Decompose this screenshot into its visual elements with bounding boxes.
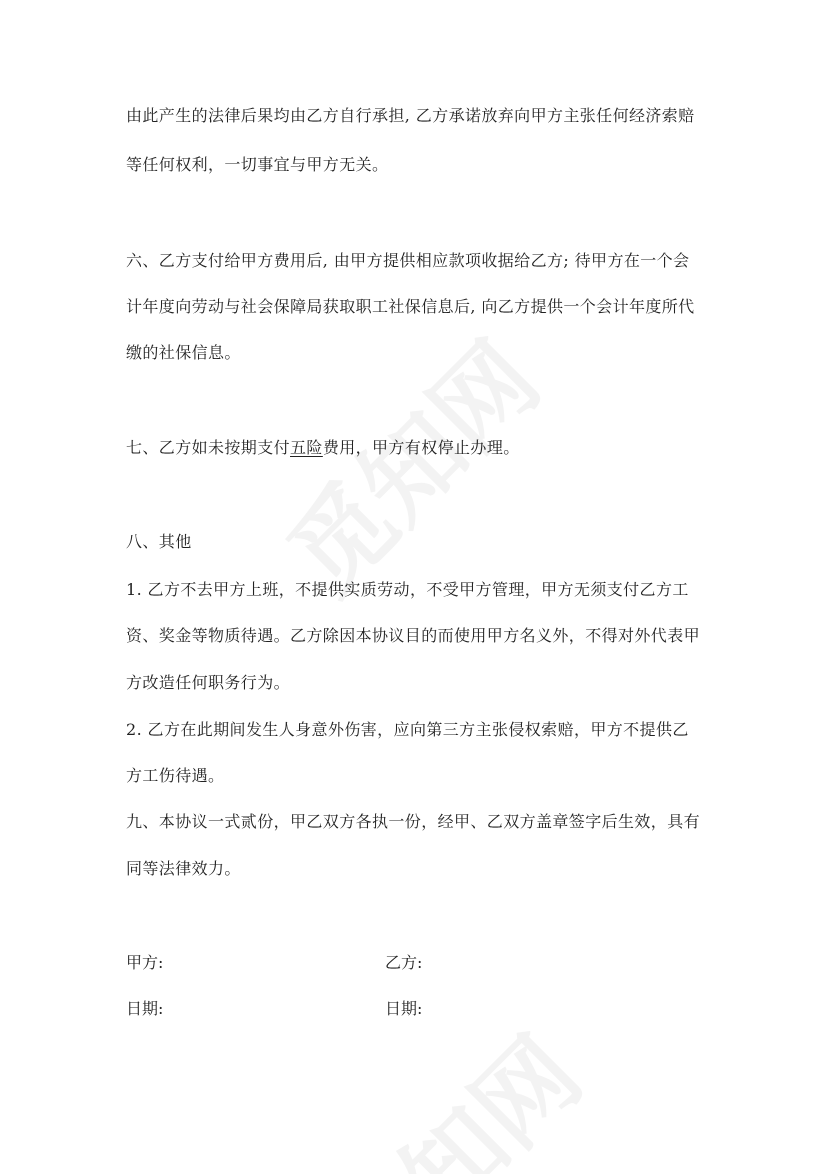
item8-clause1-line: 1. 乙方不去甲方上班，不提供实质劳动，不受甲方管理，甲方无须支付乙方工 xyxy=(126,580,689,599)
item8-clause2-line: 2. 乙方在此期间发生人身意外伤害，应向第三方主张侵权索赔，甲方不提供乙 xyxy=(126,720,689,739)
party-b-label: 乙方: xyxy=(385,953,423,972)
item9-line: 同等法律效力。 xyxy=(126,859,241,878)
date-b-label: 日期: xyxy=(385,999,423,1018)
item6-line: 六、乙方支付给甲方费用后, 由甲方提供相应款项收据给乙方; 待甲方在一个会 xyxy=(126,251,690,270)
item6-line: 计年度向劳动与社会保障局获取职工社保信息后, 向乙方提供一个会计年度所代 xyxy=(126,297,695,316)
item6-line: 缴的社保信息。 xyxy=(126,343,241,362)
item8-heading: 八、其他 xyxy=(126,532,192,551)
date-a-label: 日期: xyxy=(126,999,164,1018)
item9-line: 九、本协议一式贰份，甲乙双方各执一份，经甲、乙双方盖章签字后生效，具有 xyxy=(126,812,701,831)
item8-clause2-line: 方工伤待遇。 xyxy=(126,766,225,785)
paragraph-line: 由此产生的法律后果均由乙方自行承担, 乙方承诺放弃向甲方主张任何经济索赔 xyxy=(126,106,695,125)
item7-suffix: 费用，甲方有权停止办理。 xyxy=(322,438,520,457)
item7-line xyxy=(126,438,520,458)
paragraph-line: 等任何权利，一切事宜与甲方无关。 xyxy=(126,155,389,174)
item7-underlined-term: 五险 xyxy=(290,438,323,457)
item8-clause1-line: 方改造任何职务行为。 xyxy=(126,673,291,692)
watermark-logo xyxy=(293,1000,607,1174)
party-a-label: 甲方: xyxy=(126,953,164,972)
watermark-logo xyxy=(251,305,565,619)
item8-clause1-line: 资、奖金等物质待遇。乙方除因本协议目的而使用甲方名义外，不得对外代表甲 xyxy=(126,626,701,645)
item7-prefix: 七、乙方如未按期支付 xyxy=(126,438,291,457)
